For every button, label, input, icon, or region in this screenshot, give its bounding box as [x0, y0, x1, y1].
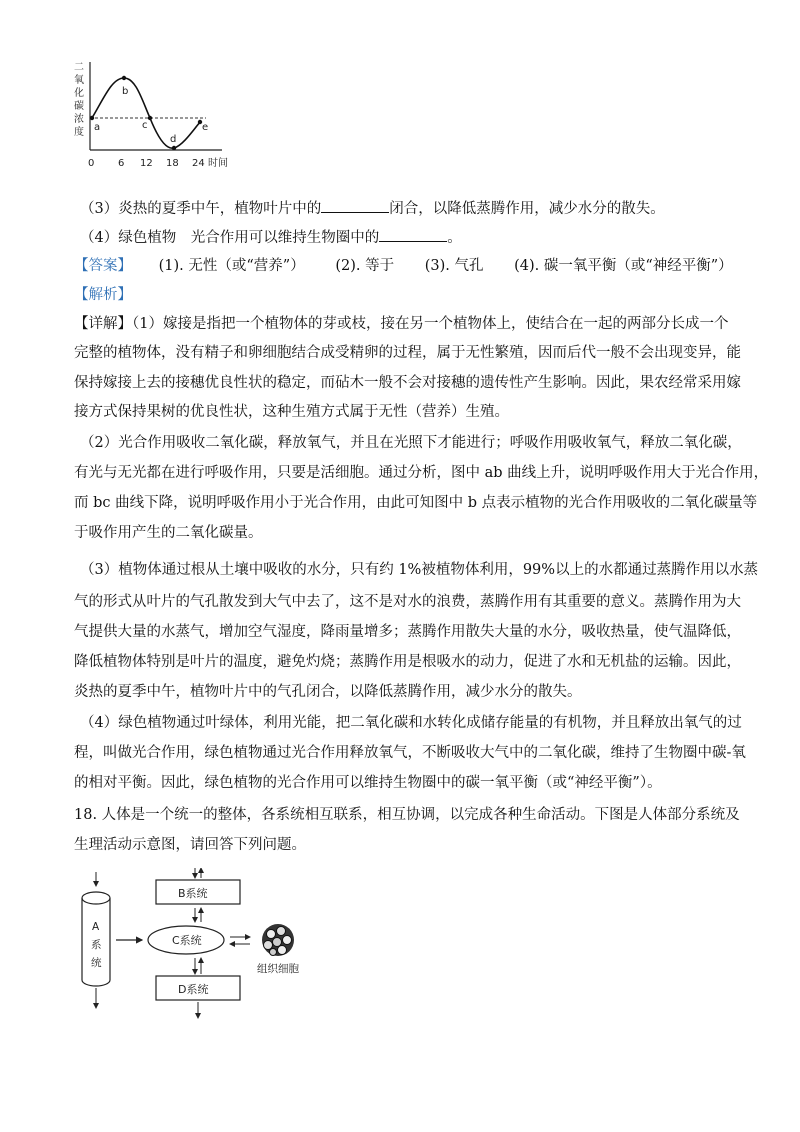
- c-d-updown-arrows: [195, 958, 201, 974]
- tissue-cells-cluster: [262, 924, 294, 956]
- detail-line: （2）光合作用吸收二氧化碳，释放氧气，并且在光照下才能进行；呼吸作用吸收氧气，释放二氧化碳，: [80, 435, 742, 451]
- y-axis-char: 浓: [74, 114, 84, 125]
- question-18-line: 18. 人体是一个统一的整体，各系统相互联系，相互协调，以完成各种生命活动。下图是人体部分系统及: [74, 807, 740, 823]
- x-tick: 12: [140, 158, 153, 169]
- point-b: [122, 76, 126, 80]
- answer-line: [74, 256, 733, 276]
- q4-text-after: 。: [447, 230, 462, 246]
- detail-line: 气提供大量的水蒸气，增加空气湿度，降雨量增多；蒸腾作用散失大量的水分，吸收热量，使气温降低，: [74, 624, 741, 640]
- detail-line: 接方式保持果树的优良性状，这种生殖方式属于无性（营养）生殖。: [74, 404, 509, 420]
- q3-blank: [321, 198, 389, 213]
- point-label-d: d: [170, 134, 177, 145]
- answer-tag: 【答案】: [74, 258, 132, 274]
- detail-line: 程，叫做光合作用，绿色植物通过光合作用释放氧气，不断吸收大气中的二氧化碳，维持了生物圈中碳-氧: [74, 745, 746, 761]
- y-axis-char: 二: [74, 62, 84, 73]
- x-axis-unit: 时间: [208, 158, 228, 169]
- c-tissue-exchange-arrows: [230, 937, 250, 944]
- co2-curve: [92, 78, 200, 148]
- detail-line: 有光与无光都在进行呼吸作用，只要是活细胞。通过分析，图中 ab 曲线上升，说明呼吸作用大于光合作用，: [74, 465, 769, 481]
- b-c-updown-arrows: [195, 908, 201, 922]
- answer-item-1: (1). 无性（或“营养”）: [158, 258, 305, 274]
- point-a: [90, 116, 94, 120]
- x-tick: 18: [166, 158, 179, 169]
- b-system-label: B系统: [178, 887, 208, 900]
- body-systems-figure: [74, 868, 334, 1024]
- detail-line: （3）植物体通过根从土壤中吸收的水分，只有约 1%被植物体利用，99%以上的水都通过蒸腾作用以水蒸: [80, 562, 759, 578]
- y-axis-char: 化: [74, 88, 84, 99]
- q4-blank: [379, 227, 447, 242]
- b-system-updown-arrows: [195, 868, 201, 878]
- point-label-c: c: [142, 120, 148, 131]
- question-3: [80, 198, 665, 219]
- point-label-a: a: [94, 122, 101, 133]
- y-axis-char: 度: [74, 127, 84, 138]
- answer-item-4: (4). 碳一氧平衡（或“神经平衡”）: [514, 258, 733, 274]
- detail-line: 【详解】（1）嫁接是指把一个植物体的芽或枝，接在另一个植物体上，使结合在一起的两部分长成一个: [74, 316, 729, 332]
- detail-line: 而 bc 曲线下降，说明呼吸作用小于光合作用，由此可知图中 b 点表示植物的光合作用吸收的二氧化碳量等: [74, 495, 758, 511]
- detail-line: 的相对平衡。因此，绿色植物的光合作用可以维持生物圈中的碳一氧平衡（或“神经平衡”）。: [74, 775, 662, 791]
- y-axis-char: 氧: [74, 75, 84, 86]
- x-tick: 0: [88, 158, 95, 169]
- point-d: [172, 146, 176, 150]
- c-system-label: C系统: [172, 934, 202, 947]
- detail-line: 气的形式从叶片的气孔散发到大气中去了，这不是对水的浪费，蒸腾作用有其重要的意义。蒸腾作用为大: [74, 594, 741, 610]
- a-label-char: 系: [91, 939, 102, 951]
- answer-item-3: (3). 气孔: [424, 258, 484, 274]
- detail-line: 于吸作用产生的二氧化碳量。: [74, 525, 263, 541]
- q3-text-before: （3）炎热的夏季中午，植物叶片中的: [80, 201, 322, 217]
- answer-item-2: (2). 等于: [335, 258, 395, 274]
- x-tick: 6: [118, 158, 125, 169]
- detail-line: 保持嫁接上去的接穗优良性状的稳定，而砧木一般不会对接穗的遗传性产生影响。因此，果农经常采用嫁: [74, 375, 741, 391]
- detail-line: 降低植物体特别是叶片的温度，避免灼烧；蒸腾作用是根吸水的动力，促进了水和无机盐的运输。因此，: [74, 654, 741, 670]
- analysis-tag: 【解析】: [74, 287, 132, 303]
- q4-text-before: （4）绿色植物 光合作用可以维持生物圈中的: [80, 230, 380, 246]
- a-label-char: A: [92, 921, 100, 933]
- y-axis-char: 碳: [74, 101, 84, 112]
- point-label-b: b: [122, 86, 129, 97]
- co2-concentration-figure: [74, 58, 254, 176]
- d-system-label: D系统: [178, 983, 209, 996]
- point-c: [148, 116, 152, 120]
- detail-line: 完整的植物体，没有精子和卵细胞结合成受精卵的过程，属于无性繁殖，因而后代一般不会出现变异，能: [74, 345, 741, 361]
- detail-line: 炎热的夏季中午，植物叶片中的气孔闭合，以降低蒸腾作用，减少水分的散失。: [74, 684, 582, 700]
- detail-line: （4）绿色植物通过叶绿体，利用光能，把二氧化碳和水转化成储存能量的有机物，并且释放出氧气的过: [80, 715, 742, 731]
- x-tick: 24: [192, 158, 205, 169]
- tissue-cells-label: 组织细胞: [257, 963, 299, 975]
- question-18-line: 生理活动示意图，请回答下列问题。: [74, 837, 306, 853]
- point-label-e: e: [202, 122, 209, 133]
- q3-text-after: 闭合，以降低蒸腾作用，减少水分的散失。: [389, 201, 665, 217]
- a-label-char: 统: [91, 957, 102, 969]
- question-4: [80, 227, 462, 248]
